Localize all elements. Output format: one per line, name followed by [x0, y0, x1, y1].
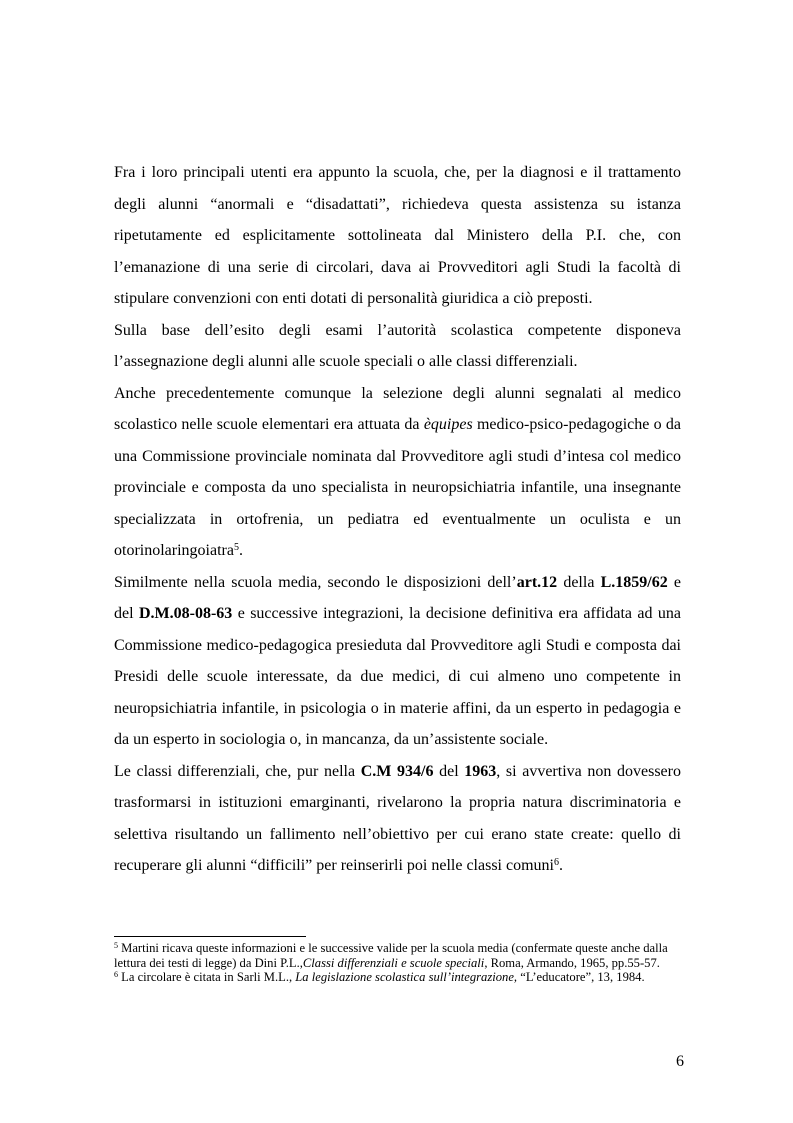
page-number: 6	[676, 1053, 684, 1070]
paragraph-5	[114, 756, 681, 882]
year-ref: 1963	[464, 762, 497, 780]
footnote-6-title: La legislazione scolastica sull’integrazione,	[295, 970, 518, 985]
paragraph-5-end: .	[558, 857, 563, 874]
footnote-6-number: 6	[114, 970, 118, 980]
paragraph-3-text: Anche precedentemente comunque la selezione degli alunni segnalati al medico scolastico nelle scuole elementari era attuata da	[114, 384, 681, 433]
paragraph-2: Sulla base dell’esito degli esami l’autorità scolastica competente disponeva l’assegnazione degli alunni alle scuole speciali o alle classi differenziali.	[114, 321, 681, 370]
law-ref: L.1859/62	[600, 573, 668, 591]
paragraph-4-text: della	[557, 573, 601, 591]
footnote-6	[114, 970, 681, 985]
footnote-5	[114, 941, 681, 970]
decree-ref: D.M.08-08-63	[138, 605, 233, 622]
paragraph-4	[114, 567, 681, 756]
footnote-5-title: Classi differenziali e scuole speciali	[302, 955, 485, 970]
footnote-separator	[114, 936, 306, 937]
paragraph-4-text: e del	[114, 573, 682, 622]
footnote-5-text-cont: , Roma, Armando, 1965, pp.55-57.	[484, 955, 660, 970]
paragraph-3-text-cont: medico-psico-pedagogiche o da una Commissione provinciale nominata dal Provveditore agli studi d’intesa col medico provinciale e composta da uno specialista in neuropsichiatria infantile, una insegnante specializzata in ortofrenia, un pediatra ed eventualmente un oculista e un otorinolaringoiatra	[114, 416, 681, 559]
paragraph-5-text: del	[433, 762, 465, 780]
footnotes	[114, 941, 681, 985]
paragraph-5-text: , si avvertiva non dovessero trasformarsi in istituzioni emarginanti, rivelarono la propria natura discriminatoria e selettiva risultando un fallimento nell’obiettivo per cui erano state create: quello di recuperare gli alunni “difficili” per reinserirli poi nelle classi comuni	[114, 762, 681, 874]
footnote-6-text: La circolare è citata in Sarli M.L.,	[118, 970, 296, 985]
main-text	[114, 157, 681, 882]
paragraph-1: Fra i loro principali utenti era appunto la scuola, che, per la diagnosi e il trattamento degli alunni “anormali e “disadattati”, richiedeva questa assistenza su istanza ripetutamente ed esplicitamente sottolineata dal Ministero della P.I. che, con l’emanazione di una serie di circolari, dava ai Provveditori agli Studi la facoltà di stipulare convenzioni con enti dotati di personalità giuridica a ciò preposti.	[114, 164, 681, 307]
paragraph-4-text: e successive integrazioni, la decisione definitiva era affidata ad una Commissione medico-pedagogica presieduta dal Provveditore agli Studi e composta dai Presidi delle scuole interessate, da due medici, di cui almeno uno competente in neuropsichiatria infantile, in psicologia o in materie affini, da un esperto in pedagogia e da un esperto in sociologia o, in mancanza, da un’assistente sociale.	[114, 605, 682, 748]
footnote-ref-6[interactable]: 6	[553, 857, 559, 868]
footnote-ref-5[interactable]: 5	[233, 542, 239, 553]
footnote-6-text-cont: “L’educatore”, 13, 1984.	[517, 970, 645, 985]
paragraph-5-text: Le classi differenziali, che, pur nella	[114, 762, 361, 780]
paragraph-3	[114, 378, 681, 567]
law-article-ref: art.12	[516, 573, 558, 591]
paragraph-3-end: .	[238, 542, 243, 559]
circular-ref: C.M 934/6	[360, 762, 434, 780]
footnote-5-number: 5	[114, 941, 118, 950]
footnote-5-text: Martini ricava queste informazioni e le successive valide per la scuola media (confermate queste anche dalla lettura dei testi di legge) da Dini P.L.,	[114, 941, 668, 970]
paragraph-3-italic: èquipes	[423, 416, 473, 433]
paragraph-4-text: Similmente nella scuola media, secondo le disposizioni dell’	[114, 573, 517, 591]
